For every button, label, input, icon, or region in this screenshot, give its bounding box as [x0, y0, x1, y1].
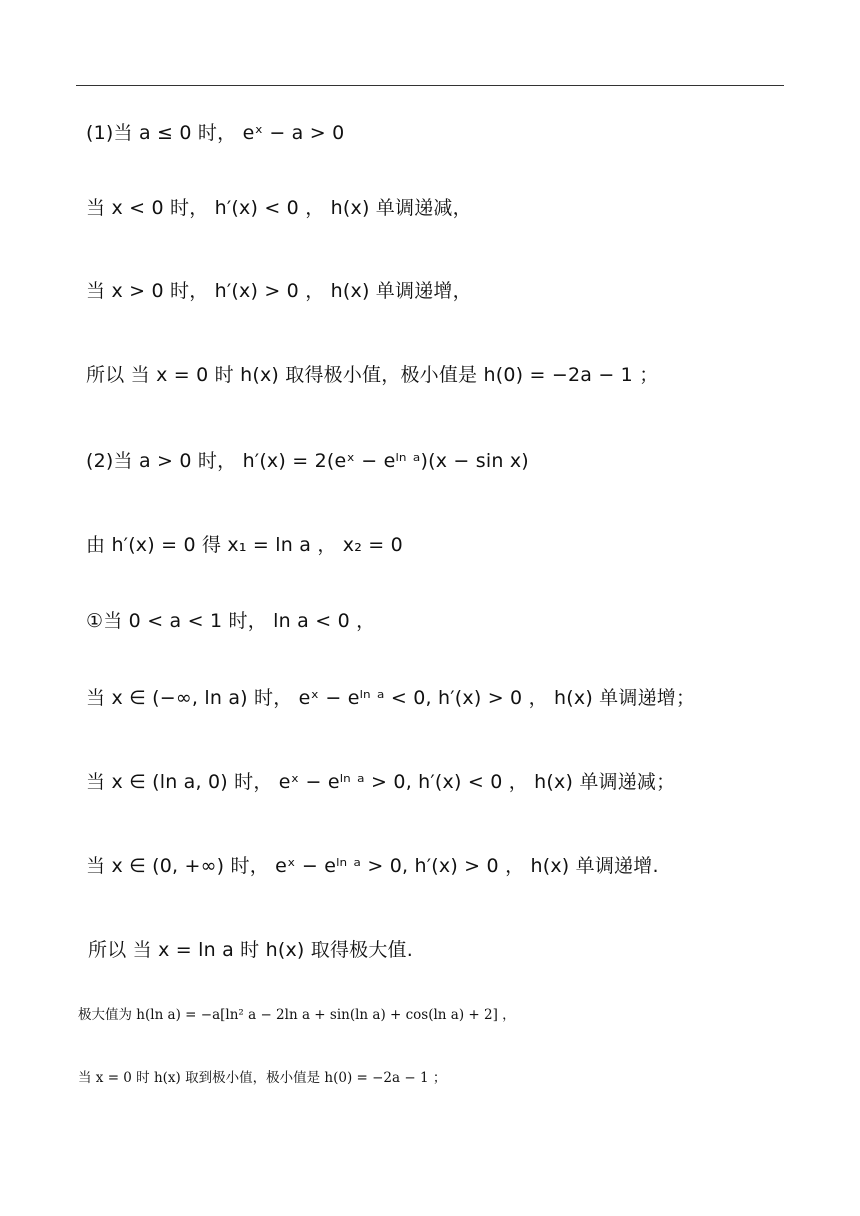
- interval-1-increasing: 当 x ∈ (−∞, ln a) 时， eˣ − eˡⁿ ᵃ < 0, h′(x) > 0 ， h(x) 单调递增；: [86, 687, 696, 709]
- interval-3-increasing: 当 x ∈ (0, +∞) 时， eˣ − eˡⁿ ᵃ > 0, h′(x) > 0 ， h(x) 单调递增.: [86, 855, 659, 877]
- case-2-derivative: (2)当 a > 0 时， h′(x) = 2(eˣ − eˡⁿ ᵃ)(x − sin x): [86, 450, 529, 472]
- minimum-value: 当 x = 0 时 h(x) 取到极小值，极小值是 h(0) = −2a − 1 ；: [78, 1070, 447, 1086]
- case-1-minimum: 所以 当 x = 0 时 h(x) 取得极小值，极小值是 h(0) = −2a − 1 ；: [86, 364, 659, 386]
- derivative-roots: 由 h′(x) = 0 得 x₁ = ln a ， x₂ = 0: [86, 534, 403, 556]
- case-1-decreasing: 当 x < 0 时， h′(x) < 0 ， h(x) 单调递减，: [86, 197, 472, 219]
- header-rule: [76, 85, 784, 86]
- case-1-condition: (1)当 a ≤ 0 时， eˣ − a > 0: [86, 122, 345, 144]
- interval-2-decreasing: 当 x ∈ (ln a, 0) 时， eˣ − eˡⁿ ᵃ > 0, h′(x) < 0 ， h(x) 单调递减；: [86, 771, 676, 793]
- maximum-value: 极大值为 h(ln a) = −a[ln² a − 2ln a + sin(ln a) + cos(ln a) + 2] ，: [78, 1007, 516, 1023]
- subcase-1-condition: ①当 0 < a < 1 时， ln a < 0 ，: [86, 610, 376, 632]
- case-1-increasing: 当 x > 0 时， h′(x) > 0 ， h(x) 单调递增，: [86, 280, 472, 302]
- maximum-statement: 所以 当 x = ln a 时 h(x) 取得极大值.: [88, 939, 413, 961]
